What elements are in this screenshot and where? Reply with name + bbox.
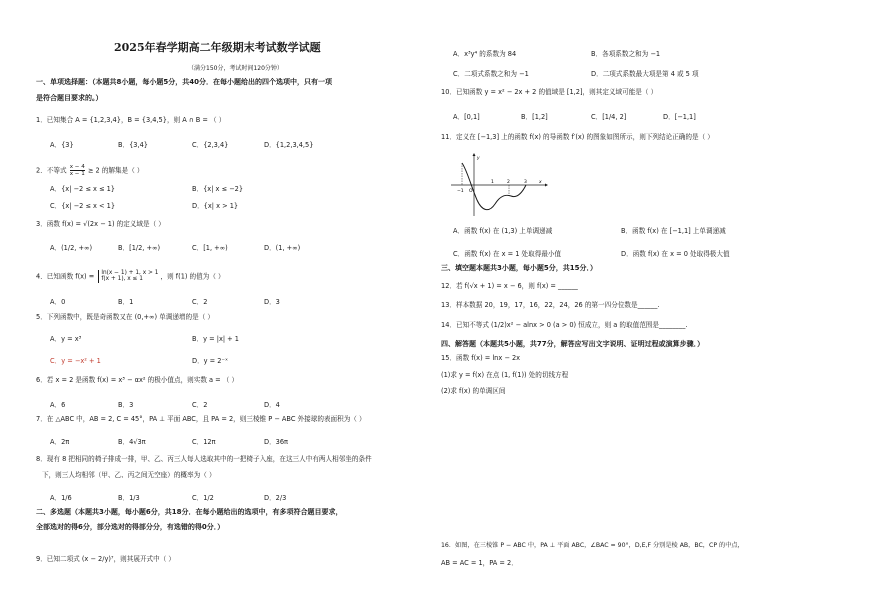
page-title: 2025年春学期高二年级期末考试数学试题 [114, 41, 321, 54]
q2-option-b[interactable]: B．{x| x ≤ −2} [192, 185, 244, 193]
question-9: 9．已知二项式 (x − 2/y)⁷，则其展开式中（ ） [36, 555, 176, 563]
question-1: 1．已知集合 A = {1,2,3,4}，B = {3,4,5}，则 A ∩ B = （ ） [36, 116, 226, 124]
question-4 [36, 270, 225, 283]
section-4-header: 四、解答题（本题共5小题，共77分，解答应写出文字说明、证明过程或演算步骤．） [441, 340, 705, 348]
q2-suffix: ≥ 2 的解集是（ ） [87, 166, 144, 175]
q4-suffix: ，则 f(1) 的值为（ ） [160, 272, 225, 281]
question-8-line-1: 8．现有 8 把相同的椅子排成一排，甲、乙、丙三人每人选取其中的一把椅子入座，在这三人中有两人相邻坐的条件 [36, 455, 372, 463]
q8-option-a[interactable]: A．1/6 [50, 494, 72, 502]
q7-option-a[interactable]: A．2π [50, 438, 70, 446]
q4-case-1: ln(x − 1) + 1, x > 1 [101, 270, 159, 276]
graph-origin-label: O [469, 189, 473, 194]
q10-option-a[interactable]: A．[0,1] [453, 113, 480, 121]
q1-option-a[interactable]: A．{3} [50, 141, 74, 149]
q9-option-c[interactable]: C．二项式系数之和为 −1 [453, 70, 529, 78]
q3-option-b[interactable]: B．[1/2, +∞) [118, 244, 161, 252]
question-8-line-2: 下，则三人均相邻（甲、乙、丙之间无空座）的概率为（ ） [42, 471, 216, 479]
question-3: 3．函数 f(x) = √(2x − 1) 的定义域是（ ） [36, 220, 165, 228]
q6-option-c[interactable]: C．2 [192, 401, 208, 409]
section-1-header: 一、单项选择题：（本题共8小题，每小题5分，共40分．在每小题给出的四个选项中，只有一项 [36, 78, 332, 86]
graph-x-arrow [545, 184, 548, 187]
question-12: 12．若 f(√x + 1) = x − 6，则 f(x) = ______ [441, 282, 578, 290]
q2-prefix: 2．不等式 [36, 166, 67, 175]
q2-option-d[interactable]: D．{x| x > 1} [192, 202, 239, 210]
q11-option-a[interactable]: A．函数 f(x) 在 (1,3) 上单调递减 [453, 227, 553, 235]
q1-option-b[interactable]: B．{3,4} [118, 141, 148, 149]
q4-prefix: 4．已知函数 f(x) = [36, 272, 95, 281]
q11-option-c[interactable]: C．函数 f(x) 在 x = 1 处取得最小值 [453, 250, 562, 258]
question-13: 13．样本数据 20，19，17，16，22，24，26 的第一四分位数是______. [441, 301, 660, 309]
q10-option-c[interactable]: C．[1/4, 2] [591, 113, 627, 121]
question-15-part-1: (1)求 y = f(x) 在点 (1, f(1)) 处的切线方程 [441, 371, 569, 379]
graph-tick-neg1: −1 [457, 189, 464, 194]
q9-option-d[interactable]: D．二项式系数最大项是第 4 或 5 项 [591, 70, 699, 78]
question-15-part-2: (2)求 f(x) 的单调区间 [441, 387, 506, 395]
q6-option-a[interactable]: A．6 [50, 401, 66, 409]
q2-option-c[interactable]: C．{x| −2 ≤ x < 1} [50, 202, 116, 210]
section-3-header: 三、填空题本题共3小题，每小题5分，共15分．） [441, 264, 597, 272]
page-subtitle: （满分150分，考试时间120分钟） [188, 65, 283, 72]
q4-option-d[interactable]: D．3 [264, 298, 280, 306]
q9-option-b[interactable]: B．各项系数之和为 −1 [591, 50, 661, 58]
question-10: 10．已知函数 y = x² − 2x + 2 的值域是 [1,2]，则其定义域可能是（ ） [441, 88, 658, 96]
q4-option-a[interactable]: A．0 [50, 298, 66, 306]
question-16-line-2: AB = AC = 1，PA = 2． [441, 559, 518, 567]
q3-option-d[interactable]: D．(1, +∞) [264, 244, 301, 252]
question-15: 15．函数 f(x) = lnx − 2x [441, 354, 521, 362]
derivative-graph [445, 150, 549, 220]
q2-fraction [70, 164, 85, 177]
q4-case-2: f(x + 1), x ≤ 1 [101, 276, 143, 283]
graph-tick-1: 1 [491, 180, 494, 185]
q4-option-c[interactable]: C．2 [192, 298, 208, 306]
q7-option-b[interactable]: B．4√3π [118, 438, 146, 446]
q8-option-d[interactable]: D．2/3 [264, 494, 287, 502]
q5-option-d[interactable]: D．y = 2⁻ˣ [192, 357, 228, 365]
q2-option-a[interactable]: A．{x| −2 ≤ x ≤ 1} [50, 185, 115, 193]
q4-option-b[interactable]: B．1 [118, 298, 134, 306]
q9-option-a[interactable]: A．x³y⁴ 的系数为 84 [453, 50, 517, 58]
q8-option-b[interactable]: B．1/3 [118, 494, 140, 502]
graph-tick-2: 2 [507, 180, 510, 185]
section-2-header: 二、多选题（本题共3小题，每小题6分，共18分．在每小题给出的选项中，有多项符合题目要求， [36, 508, 343, 516]
question-7: 7．在 △ABC 中，AB = 2, C = 45°，PA ⊥ 平面 ABC，且 PA = 2，则三棱锥 P − ABC 外接球的表面积为（ ） [36, 415, 366, 423]
q11-option-d[interactable]: D．函数 f(x) 在 x = 0 处取得极大值 [621, 250, 730, 258]
q7-option-c[interactable]: C．12π [192, 438, 216, 446]
q5-option-a[interactable]: A．y = x³ [50, 335, 82, 343]
q5-option-b[interactable]: B．y = |x| + 1 [192, 335, 239, 343]
graph-y-arrow [473, 153, 476, 156]
q1-option-d[interactable]: D．{1,2,3,4,5} [264, 141, 314, 149]
q1-option-c[interactable]: C．{2,3,4} [192, 141, 229, 149]
q5-option-c[interactable]: C．y = −x² + 1 [50, 357, 101, 365]
graph-x-label: x [539, 180, 542, 185]
question-14: 14．已知不等式 (1/2)x² − alnx > 0 (a > 0) 恒成立，则 a 的取值范围是________. [441, 321, 688, 329]
q10-option-b[interactable]: B．[1,2] [521, 113, 548, 121]
question-11: 11．定义在 [−1,3] 上的函数 f(x) 的导函数 f′(x) 的图象如图所示，则下列结论正确的是（ ） [441, 133, 714, 141]
q3-option-a[interactable]: A．(1/2, +∞) [50, 244, 93, 252]
q2-numerator: x − 4 [69, 164, 85, 170]
question-16-line-1: 16．如图，在三棱锥 P − ABC 中，PA ⊥ 平面 ABC，∠BAC = 90°，D,E,F 分别是棱 AB，BC，CP 的中点， [441, 542, 744, 549]
question-2 [36, 164, 144, 177]
q10-option-d[interactable]: D．[−1,1] [663, 113, 696, 121]
section-1-header-cont: 是符合题目要求的。） [36, 94, 103, 102]
q7-option-d[interactable]: D．36π [264, 438, 289, 446]
q6-option-b[interactable]: B．3 [118, 401, 134, 409]
question-6: 6．若 x = 2 是函数 f(x) = x³ − αx² 的极小值点，则实数 a = （ ） [36, 376, 239, 384]
q11-option-b[interactable]: B．函数 f(x) 在 [−1,1] 上单调递减 [621, 227, 726, 235]
q6-option-d[interactable]: D．4 [264, 401, 280, 409]
graph-y-label: y [477, 156, 480, 161]
question-5: 5．下列函数中，既是奇函数又在 (0,+∞) 单调递增的是（ ） [36, 313, 214, 321]
q4-piecewise [98, 270, 158, 283]
derivative-curve [462, 163, 526, 210]
graph-tick-3: 3 [524, 180, 527, 185]
q2-denominator: x − 1 [69, 171, 85, 178]
section-2-header-cont: 全部选对的得6分，部分选对的得部分分，有选错的得0分．） [36, 523, 225, 531]
q8-option-c[interactable]: C．1/2 [192, 494, 214, 502]
q3-option-c[interactable]: C．[1, +∞) [192, 244, 228, 252]
